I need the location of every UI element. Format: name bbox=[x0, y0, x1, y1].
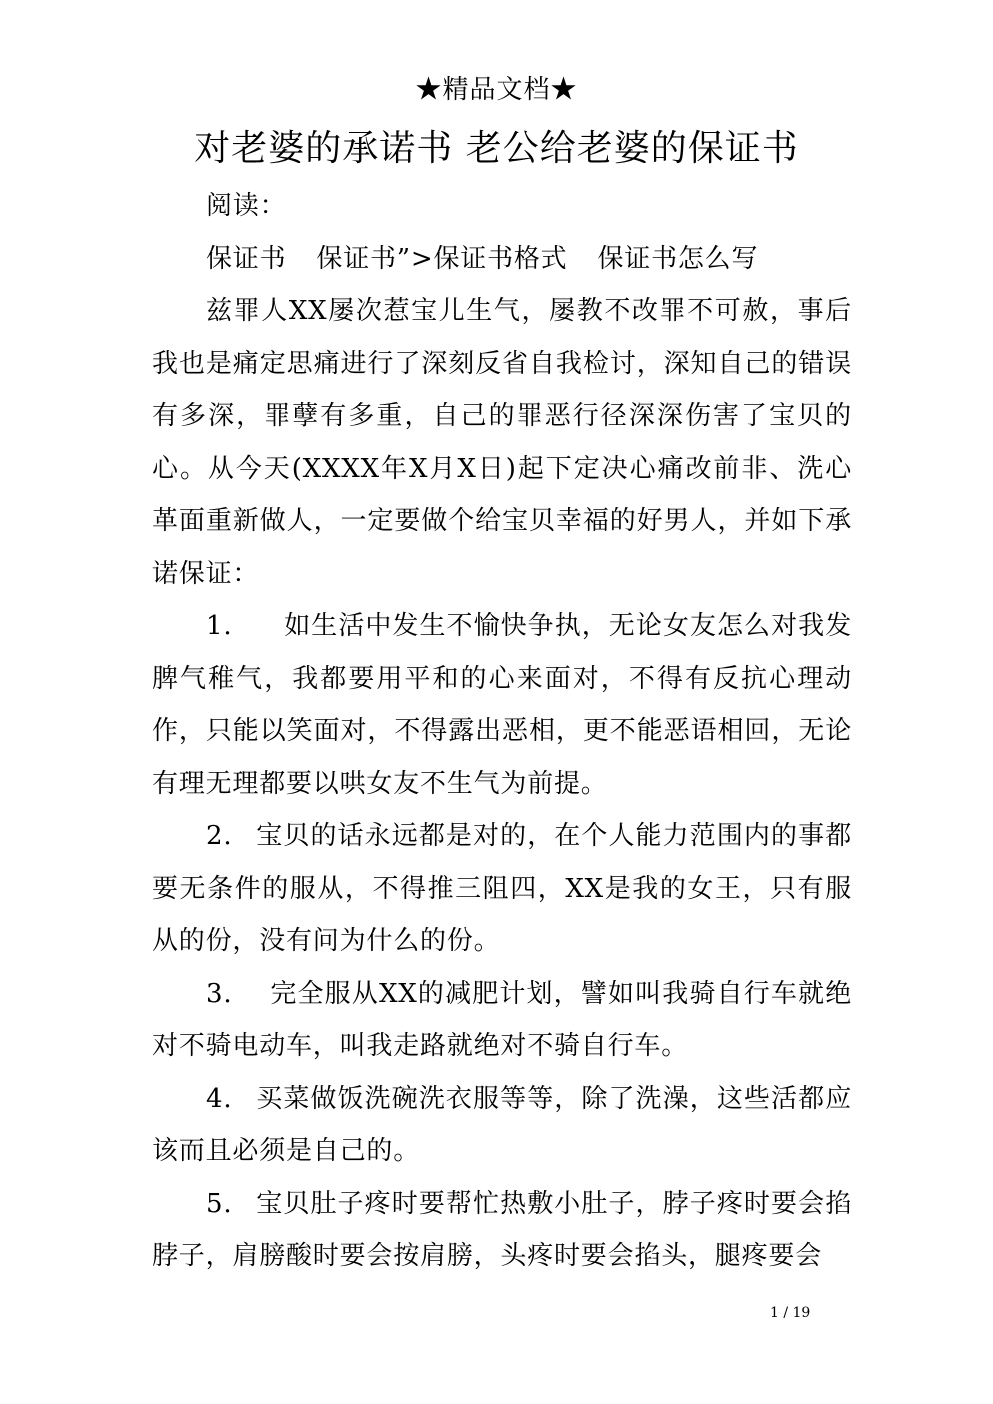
pledge-item bbox=[152, 968, 852, 1073]
document-body bbox=[152, 150, 852, 1283]
item-number: 4. bbox=[206, 1083, 233, 1114]
intro-paragraph: 兹罪人XX屡次惹宝儿生气，屡教不改罪不可赦，事后我也是痛定思痛进行了深刻反省自我检讨，深知自己的错误有多深，罪孽有多重，自己的罪恶行径深深伤害了宝贝的心。从今天(XXXX年X月X日)起下定决心痛改前非、洗心革面重新做人，一定要做个给宝贝幸福的好男人，并如下承诺保证： bbox=[152, 296, 852, 589]
item-text: 完全服从XX的减肥计划，譬如叫我骑自行车就绝对不骑电动车，叫我走路就绝对不骑自行车。 bbox=[152, 978, 852, 1061]
related-link[interactable]: 保证书 bbox=[206, 243, 287, 274]
item-number: 3. bbox=[206, 978, 233, 1009]
document-title: 对老婆的承诺书 老公给老婆的保证书 bbox=[194, 128, 799, 169]
related-links bbox=[152, 233, 852, 286]
read-label: 阅读： bbox=[206, 191, 287, 221]
item-text: 宝贝的话永远都是对的，在个人能力范围内的事都要无条件的服从，不得推三阻四，XX是我的女王，只有服从的份，没有问为什么的份。 bbox=[152, 821, 852, 956]
pledge-item bbox=[152, 600, 852, 810]
item-text: 如生活中发生不愉快争执，无论女友怎么对我发脾气稚气，我都要用平和的心来面对，不得有反抗心理动作，只能以笑面对，不得露出恶相，更不能恶语相回，无论有理无理都要以哄女友不生气为前提。 bbox=[152, 611, 852, 799]
pledge-item bbox=[152, 1178, 852, 1283]
document-header: ★精品文档★ bbox=[415, 75, 578, 105]
pledge-item bbox=[152, 810, 852, 968]
pledge-item bbox=[152, 1073, 852, 1178]
related-link[interactable]: 保证书”>保证书格式 bbox=[316, 243, 568, 274]
item-text: 买菜做饭洗碗洗衣服等等，除了洗澡，这些活都应该而且必须是自己的。 bbox=[152, 1083, 852, 1166]
item-number: 1. bbox=[206, 611, 233, 641]
item-number: 5. bbox=[206, 1188, 233, 1219]
related-link[interactable]: 保证书怎么写 bbox=[597, 243, 759, 274]
item-text: 宝贝肚子疼时要帮忙热敷小肚子，脖子疼时要会掐脖子，肩膀酸时要会按肩膀，头疼时要会掐头，腿疼要会 bbox=[152, 1188, 852, 1271]
item-number: 2. bbox=[206, 821, 233, 851]
page-number: 1 / 19 bbox=[770, 1305, 811, 1321]
